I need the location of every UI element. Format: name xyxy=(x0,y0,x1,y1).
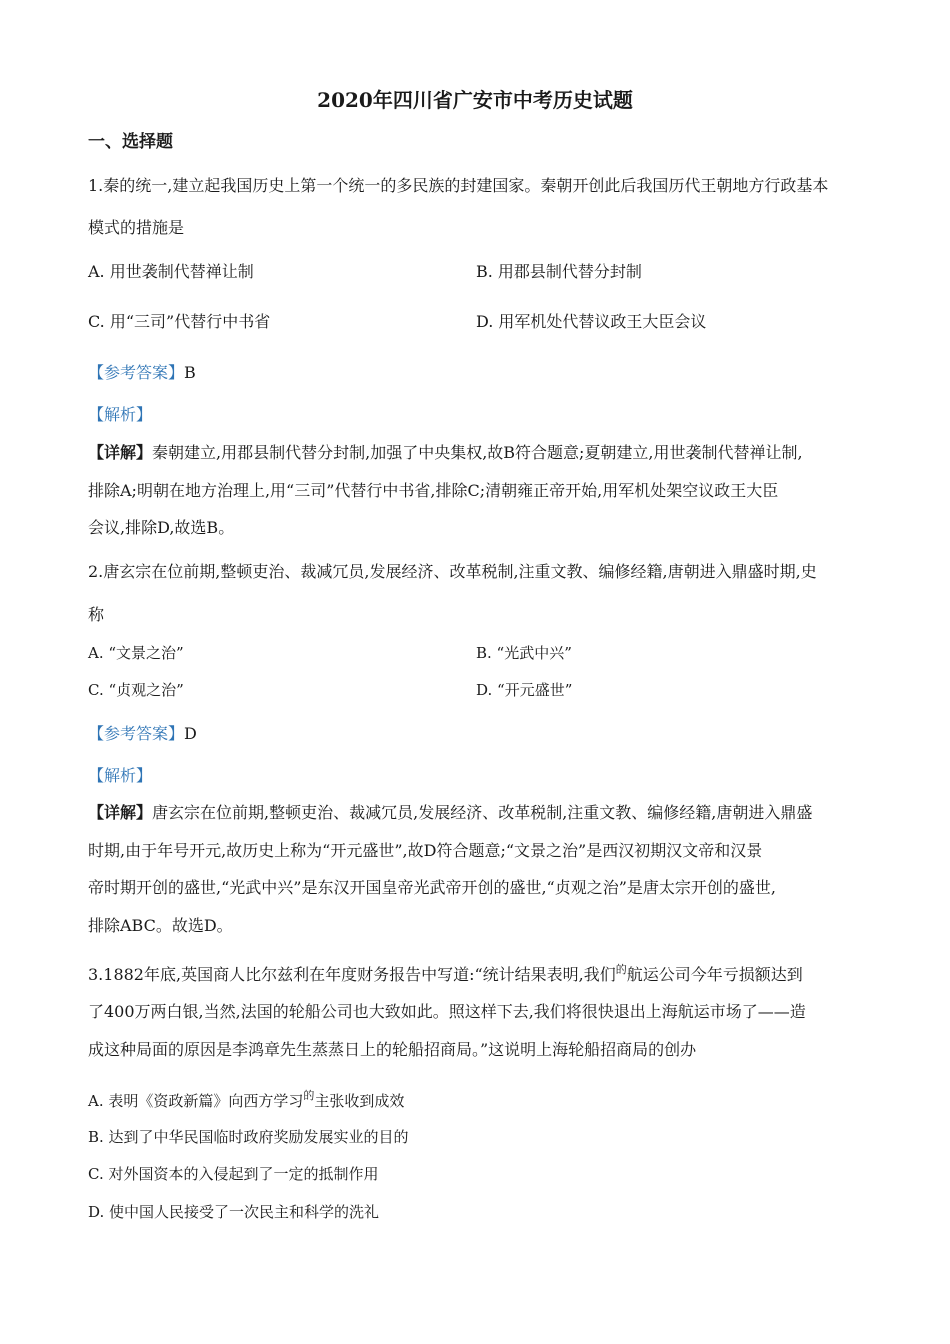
q2-detail-line2: 时期,由于年号开元,故历史上称为“开元盛世”,故D符合题意;“文景之治”是西汉初期汉文帝和汉景 xyxy=(88,841,763,860)
q1-analysis-label: 【解析】 xyxy=(88,405,153,424)
q3-option-c: C. 对外国资本的入侵起到了一定的抵制作用 xyxy=(88,1165,379,1183)
section-heading: 一、选择题 xyxy=(88,132,173,152)
q2-option-c: C. “贞观之治” xyxy=(88,681,184,699)
q1-option-d: D. 用军机处代替议政王大臣会议 xyxy=(476,312,707,331)
q2-detail-line1 xyxy=(88,803,812,823)
q3-stem-text-cont: 航运公司今年亏损额达到 xyxy=(626,965,803,984)
q2-detail-line4: 排除ABC。故选D。 xyxy=(88,916,233,935)
q2-analysis-label: 【解析】 xyxy=(88,766,153,785)
q2-option-b: B. “光武中兴” xyxy=(476,644,572,662)
q2-option-a: A. “文景之治” xyxy=(88,644,184,662)
answer-label: 【参考答案】 xyxy=(88,363,185,382)
q1-stem-line2: 模式的措施是 xyxy=(88,218,185,237)
q3-stem-line3: 成这种局面的原因是李鸿章先生蒸蒸日上的轮船招商局。”这说明上海轮船招商局的创办 xyxy=(88,1040,697,1059)
q2-option-d: D. “开元盛世” xyxy=(476,681,573,699)
q2-answer xyxy=(88,724,197,744)
q3-stem-line1 xyxy=(88,960,803,985)
q2-stem-line1: 2.唐玄宗在位前期,整顿吏治、裁减冗员,发展经济、改革税制,注重文教、编修经籍,唐朝进入鼎盛时期,史 xyxy=(88,562,817,581)
q1-option-c: C. 用“三司”代替行中书省 xyxy=(88,312,271,331)
q3-option-a-text-cont: 主张收到成效 xyxy=(314,1092,405,1110)
q3-option-a-text: A. 表明《资政新篇》向西方学习 xyxy=(88,1092,304,1110)
q3-option-a xyxy=(88,1086,404,1111)
q1-option-b: B. 用郡县制代替分封制 xyxy=(476,262,642,281)
answer-label: 【参考答案】 xyxy=(88,724,185,743)
q2-stem-line2: 称 xyxy=(88,605,105,624)
q1-detail-line2: 排除A;明朝在地方治理上,用“三司”代替行中书省,排除C;清朝雍正帝开始,用军机处架空议政王大臣 xyxy=(88,481,779,500)
q1-option-a: A. 用世袭制代替禅让制 xyxy=(88,262,254,281)
answer-value: B xyxy=(184,363,196,382)
q3-option-d: D. 使中国人民接受了一次民主和科学的洗礼 xyxy=(88,1203,380,1221)
q1-detail-line1 xyxy=(88,443,803,463)
detail-text: 秦朝建立,用郡县制代替分封制,加强了中央集权,故B符合题意;夏朝建立,用世袭制代替禅让制, xyxy=(152,443,803,462)
q3-stem-line2: 了400万两白银,当然,法国的轮船公司也大致如此。照这样下去,我们将很快退出上海航运市场了——造 xyxy=(88,1002,806,1021)
q1-answer xyxy=(88,363,196,383)
q3-option-a-sup: 的 xyxy=(303,1089,315,1102)
q1-stem-line1: 1.秦的统一,建立起我国历史上第一个统一的多民族的封建国家。秦朝开创此后我国历代王朝地方行政基本 xyxy=(88,176,829,195)
q3-option-b: B. 达到了中华民国临时政府奖励发展实业的目的 xyxy=(88,1128,409,1146)
detail-label: 【详解】 xyxy=(88,443,153,462)
answer-value: D xyxy=(184,724,197,743)
detail-label: 【详解】 xyxy=(88,803,153,822)
q1-detail-line3: 会议,排除D,故选B。 xyxy=(88,518,235,537)
q3-stem-sup: 的 xyxy=(615,963,627,976)
q2-detail-line3: 帝时期开创的盛世,“光武中兴”是东汉开国皇帝光武帝开创的盛世,“贞观之治”是唐太宗开创的盛世, xyxy=(88,878,776,897)
q3-stem-text: 3.1882年底,英国商人比尔兹利在年度财务报告中写道:“统计结果表明,我们 xyxy=(88,965,616,984)
page-title: 2020年四川省广安市中考历史试题 xyxy=(317,88,633,112)
detail-text: 唐玄宗在位前期,整顿吏治、裁减冗员,发展经济、改革税制,注重文教、编修经籍,唐朝进入鼎盛 xyxy=(152,803,813,822)
